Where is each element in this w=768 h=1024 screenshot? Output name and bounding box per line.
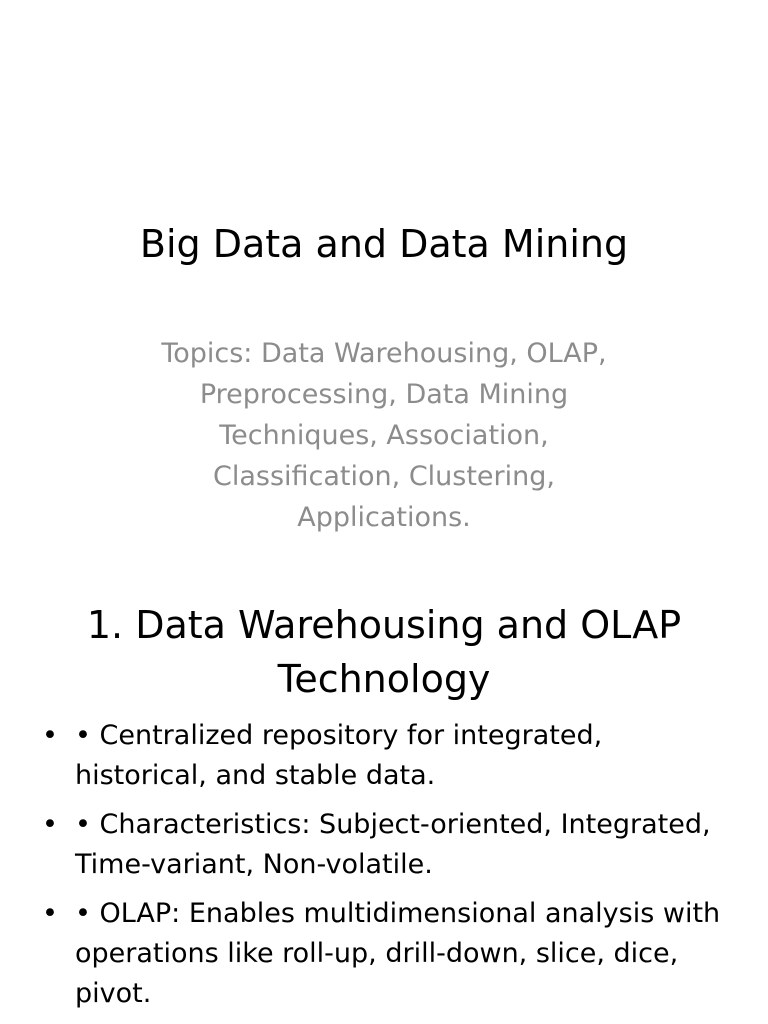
bullet-marker: •	[42, 720, 58, 751]
list-item	[40, 805, 730, 885]
slide-subtitle: Topics: Data Warehousing, OLAP, Preprocessing, Data Mining Techniques, Association, Classification, Clustering, Applications.	[161, 338, 607, 533]
list-item	[40, 894, 730, 1014]
bullet-text: • Centralized repository for integrated, historical, and stable data.	[75, 720, 603, 791]
bullet-text: • Characteristics: Subject-oriented, Integrated, Time-variant, Non-volatile.	[75, 809, 711, 880]
slide-title: Big Data and Data Mining	[139, 222, 629, 266]
list-item	[40, 716, 730, 796]
bullet-list	[40, 716, 730, 1023]
bullet-marker: •	[42, 898, 58, 929]
bullet-marker: •	[42, 809, 58, 840]
section-heading: 1. Data Warehousing and OLAP Technology	[86, 603, 682, 701]
bullet-text: • OLAP: Enables multidimensional analysis with operations like roll-up, drill-down, slice, dice, pivot.	[75, 898, 721, 1009]
